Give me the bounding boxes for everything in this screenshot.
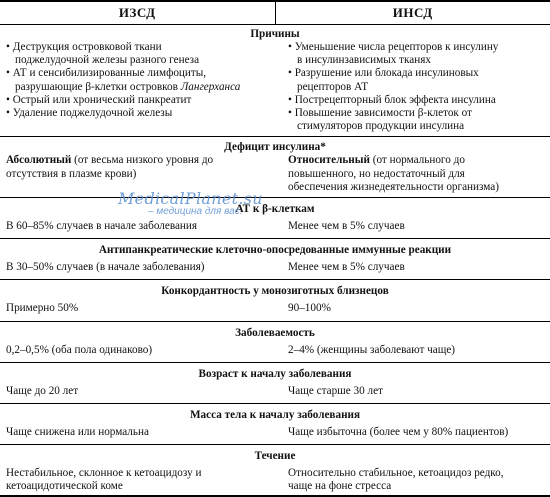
list-item: • Пострецепторный блок эффекта инсулина: [288, 93, 496, 106]
section-title: Конкордантность у монозиготных близнецов: [161, 285, 389, 298]
deficit-izsd: Абсолютный (от весьма низкого уровня до отсутствия в плазме крови): [0, 154, 276, 194]
text-line: Нестабильное, склонное к кетоацидозу и: [6, 467, 202, 480]
table-bottom-rule: [0, 495, 550, 497]
value-insd: Чаще старше 30 лет: [288, 384, 383, 397]
section-body-mass: [0, 403, 550, 439]
value-izsd: Примерно 50%: [6, 302, 79, 315]
italic-term: Лангерханса: [180, 80, 241, 93]
section-title: Антипанкреатические клеточно-опосредованные иммунные реакции: [98, 244, 452, 257]
watermark-site: MedicalPlanet.su: [118, 189, 263, 208]
text-line: отсутствия в плазме крови): [6, 167, 137, 180]
section-onset-age: [0, 362, 550, 398]
deficit-insd: Относительный (от нормального до повышенного, но недостаточный для обеспечения жизнедеятельности организма): [276, 154, 550, 194]
section-causes: [0, 25, 550, 133]
watermark-tagline: – медицина для вас.: [148, 206, 243, 217]
section-title: Заболеваемость: [235, 326, 315, 339]
list-item-cont: рецепторов АТ: [297, 80, 369, 93]
section-incidence: [0, 321, 550, 357]
section-title: Масса тела к началу заболевания: [189, 409, 361, 422]
value-izsd: В 30–50% случаев (в начале заболевания): [6, 261, 205, 274]
list-item-cont: стимуляторов продукции инсулина: [297, 120, 465, 133]
list-item: • АТ и сенсибилизированные лимфоциты,: [6, 67, 207, 80]
value-izsd: Чаще снижена или нормальна: [6, 426, 149, 439]
section-title: Течение: [254, 450, 296, 463]
section-course: [0, 444, 550, 493]
header-izsd: ИЗСД: [0, 2, 276, 24]
text-line: кетоацидотической коме: [6, 480, 123, 493]
value-insd: Чаще избыточна (более чем у 80% пациентов): [288, 426, 509, 439]
course-izsd: [0, 467, 276, 493]
text-line: Относительно стабильное, кетоацидоз редко,: [288, 467, 504, 480]
list-item: • Деструкция островковой ткани: [6, 41, 162, 53]
list-item: • Удаление поджелудочной железы: [6, 107, 173, 120]
list-item: • Уменьшение числа рецепторов к инсулину: [288, 41, 499, 53]
causes-insd: [276, 41, 550, 133]
bold-term: Абсолютный: [6, 154, 72, 167]
section-title: АТ к β-клеткам: [235, 203, 315, 216]
value-insd: Менее чем в 5% случаев: [288, 220, 405, 233]
list-item: • Разрушение или блокада инсулиновых: [288, 67, 479, 80]
value-izsd: В 60–85% случаев в начале заболевания: [6, 220, 198, 233]
causes-izsd: [0, 41, 276, 133]
list-item-cont: в инсулинзависимых тканях: [297, 54, 431, 67]
table-header: [0, 0, 550, 25]
value-insd: 90–100%: [288, 302, 331, 315]
section-concordance: [0, 279, 550, 315]
text-line: повышенного, но недостаточный для: [288, 167, 465, 180]
section-title: Причины: [250, 28, 300, 40]
value-izsd: 0,2–0,5% (оба пола одинаково): [6, 343, 153, 356]
value-izsd: Чаще до 20 лет: [6, 384, 79, 397]
list-item-cont: разрушающие β-клетки островков Лангерханса: [15, 80, 241, 93]
value-insd: Менее чем в 5% случаев: [288, 261, 405, 274]
list-item: • Острый или хронический панкреатит: [6, 93, 192, 106]
bold-term: Относительный: [288, 154, 370, 167]
section-immune-reactions: [0, 238, 550, 274]
section-title: Дефицит инсулина*: [224, 141, 326, 154]
text-line: обеспечения жизнедеятельности организма): [288, 180, 499, 193]
value-insd: 2–4% (женщины заболевают чаще): [288, 343, 456, 356]
section-insulin-deficit: [0, 136, 550, 194]
text-line: чаще на фоне стресса: [288, 480, 392, 493]
list-item-cont: поджелудочной железы разного генеза: [15, 54, 200, 67]
header-insd: ИНСД: [392, 5, 433, 20]
course-insd: [276, 467, 550, 493]
section-antibodies: [0, 197, 550, 233]
list-item: • Повышение зависимости β-клеток от: [288, 107, 473, 120]
section-title: Возраст к началу заболевания: [198, 367, 352, 380]
